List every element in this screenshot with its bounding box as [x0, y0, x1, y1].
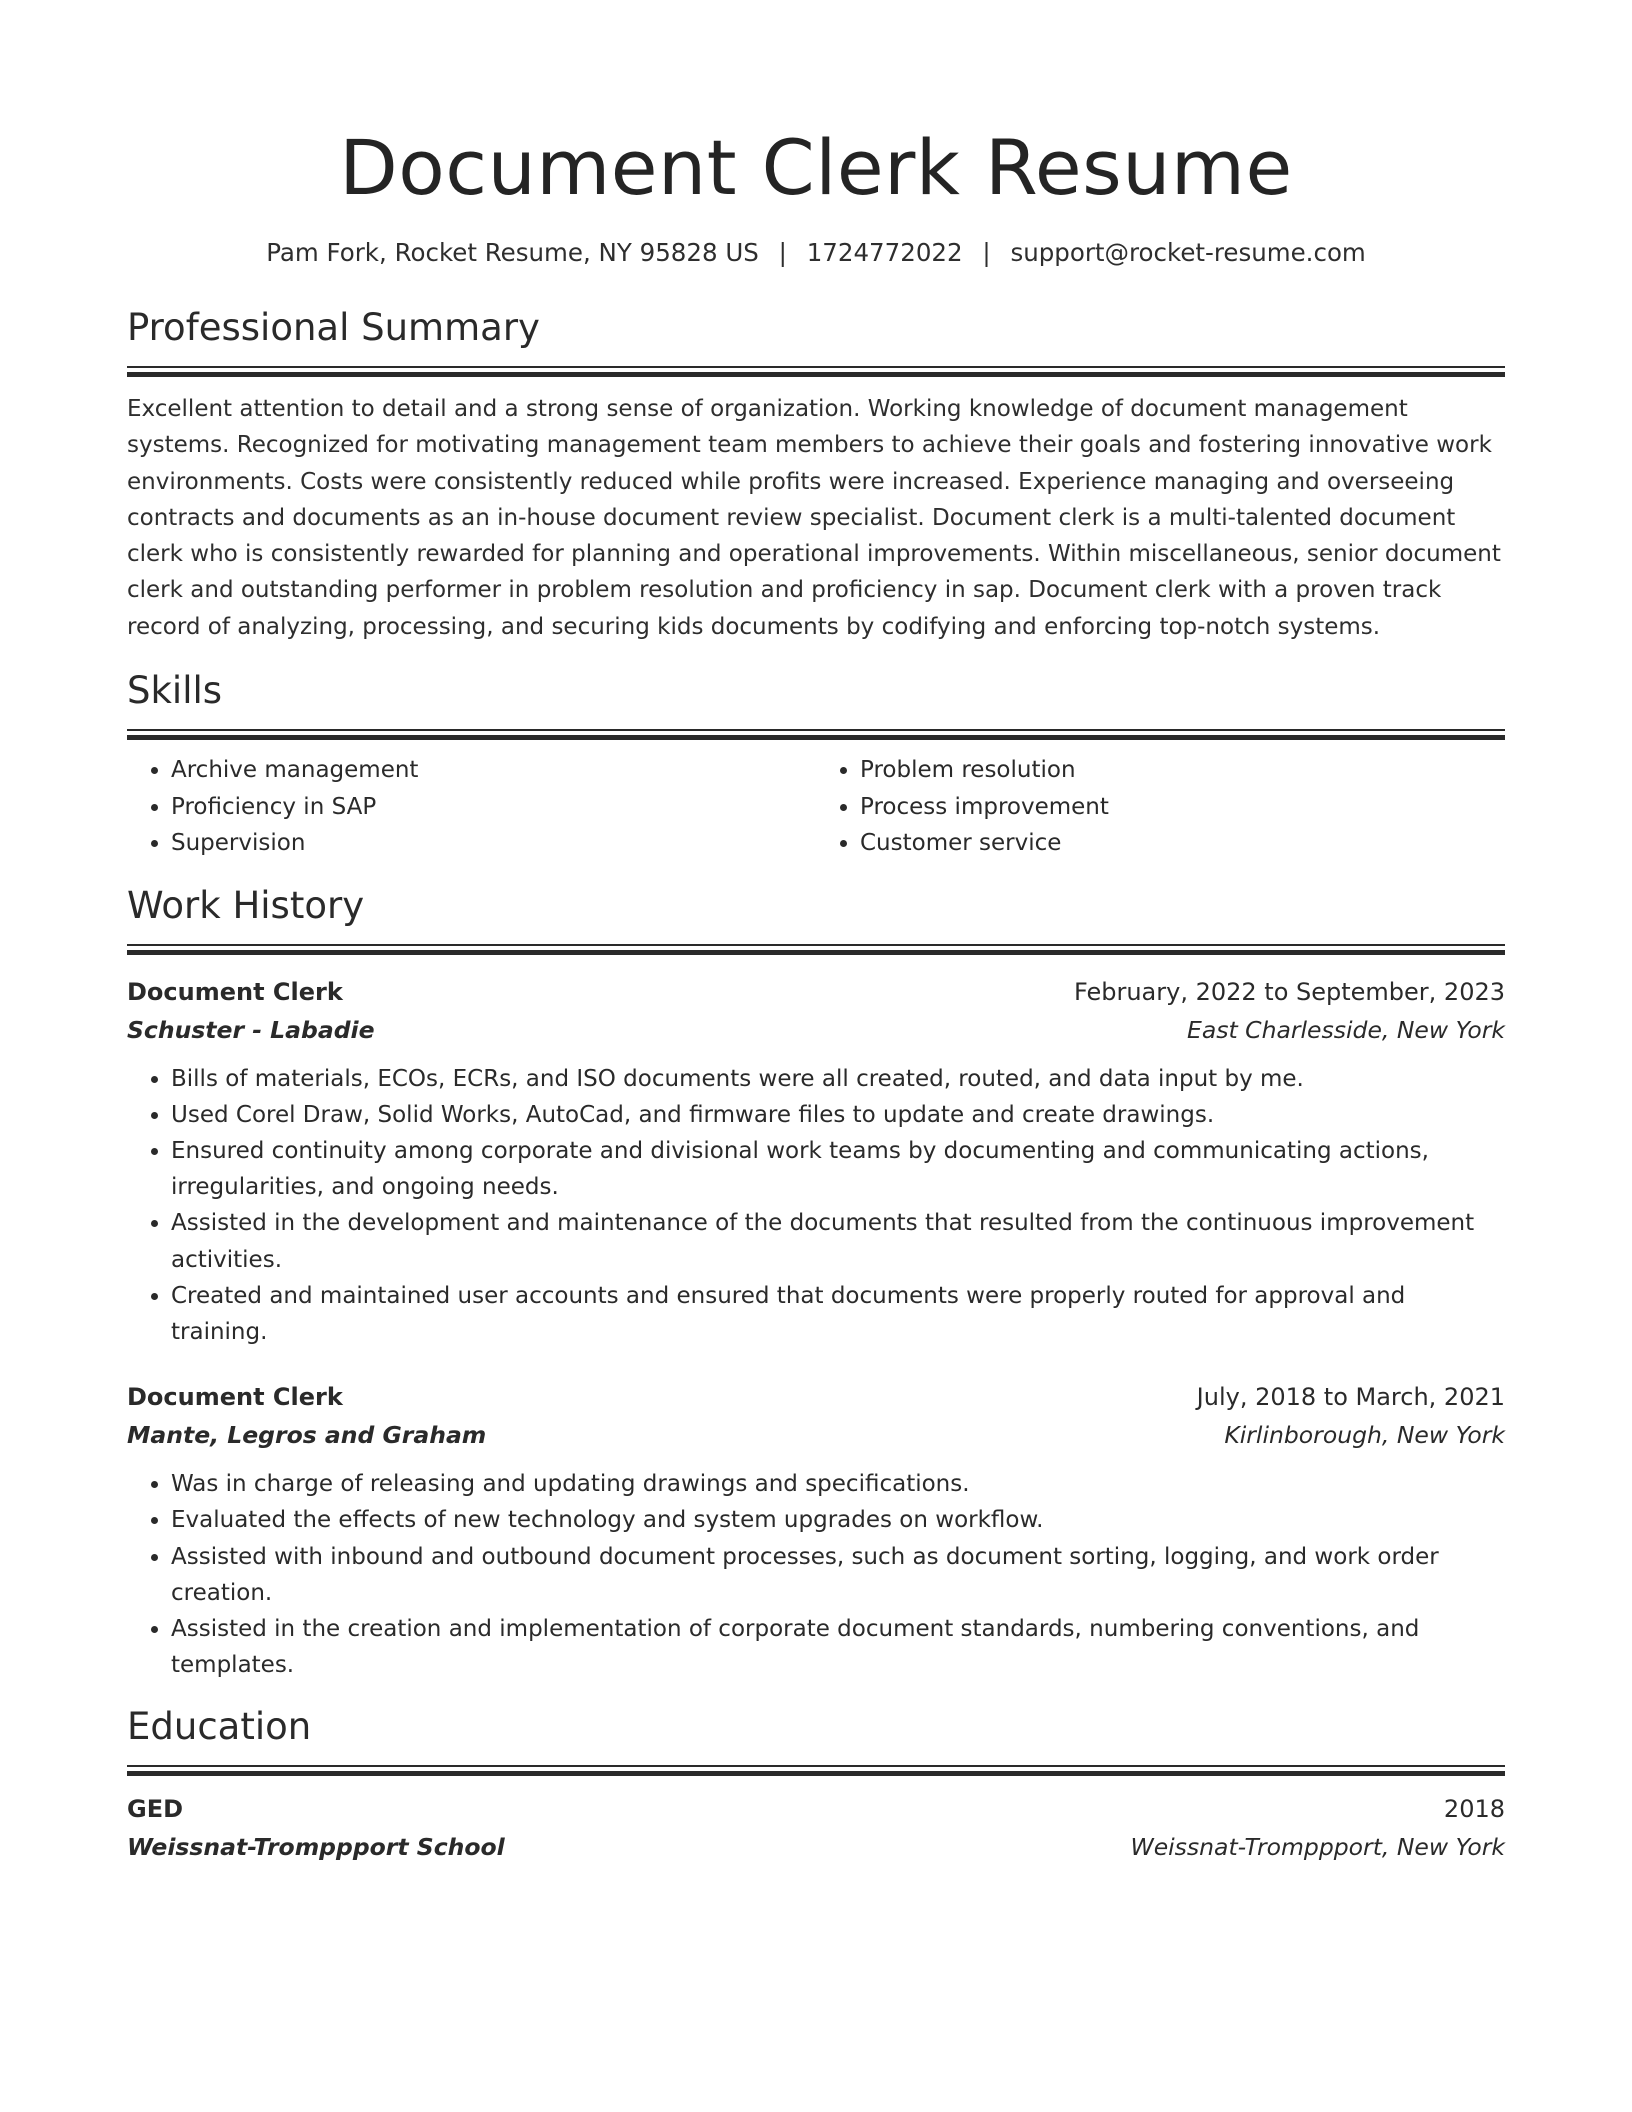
job-bullets — [127, 1466, 1505, 1683]
resume-title: Document Clerk Resume — [339, 123, 1293, 212]
work-section-header — [127, 882, 1505, 955]
job-location: Kirlinborough, New York — [1224, 1421, 1505, 1450]
contact-separator: | — [778, 238, 787, 267]
job-bullets — [127, 1061, 1505, 1351]
education-heading: Education — [127, 1705, 312, 1749]
contact-email: support@rocket-resume.com — [1010, 238, 1366, 267]
summary-heading: Professional Summary — [127, 306, 540, 349]
job-company: Mante, Legros and Graham — [127, 1421, 487, 1450]
job-bullet: • Created and maintained user accounts and ensured that documents were properly routed for approval and training. — [171, 1278, 1505, 1350]
summary-text: Excellent attention to detail and a strong sense of organization. Working knowledge of document management systems. Recognized for motivating management team members to achieve their goals and fostering innovative work environments. Costs were consistently reduced while profits were increased. Experience managing and overseeing contracts and documents as an in-house document review specialist. Document clerk is a multi-talented document clerk who is consistently rewarded for planning and operational improvements. Within miscellaneous, senior document clerk and outstanding performer in problem resolution and proficiency in sap. Document clerk with a proven track record of analyzing, processing, and securing kids documents by codifying and enforcing top-notch systems. — [127, 396, 1501, 640]
skills-column-left — [127, 752, 816, 862]
job-bullet: • Assisted with inbound and outbound document processes, such as document sorting, logging, and work order creation. — [171, 1539, 1505, 1611]
education-year: 2018 — [1443, 1795, 1505, 1824]
contact-line — [127, 236, 1505, 270]
skills-heading: Skills — [127, 669, 223, 713]
job-bullet: • Assisted in the creation and implementation of corporate document standards, numbering conventions, and templates. — [171, 1611, 1505, 1683]
skill-item: • Customer service — [860, 825, 1505, 862]
job-title: Document Clerk — [127, 1383, 343, 1412]
contact-phone: 1724772022 — [806, 238, 963, 267]
skill-item: • Process improvement — [860, 789, 1505, 826]
section-divider — [127, 944, 1505, 955]
work-heading: Work History — [127, 883, 365, 927]
job-entry — [127, 973, 1505, 1351]
skill-item: • Proficiency in SAP — [171, 789, 816, 826]
job-bullet: • Used Corel Draw, Solid Works, AutoCad, and firmware files to update and create drawings. — [171, 1097, 1505, 1133]
job-title: Document Clerk — [127, 977, 343, 1006]
skill-item: • Problem resolution — [860, 752, 1505, 789]
section-divider — [127, 729, 1505, 740]
job-company: Schuster - Labadie — [127, 1015, 375, 1044]
job-location: East Charlesside, New York — [1186, 1015, 1505, 1044]
contact-address: Pam Fork, Rocket Resume, NY 95828 US — [266, 238, 759, 267]
job-bullet: • Was in charge of releasing and updating drawings and specifications. — [171, 1466, 1505, 1502]
job-bullet: • Ensured continuity among corporate and divisional work teams by documenting and communicating actions, irregularities, and ongoing needs. — [171, 1133, 1505, 1205]
skills-section-header — [127, 667, 1505, 740]
skill-item: • Archive management — [171, 752, 816, 789]
education-location: Weissnat-Tromppport, New York — [1130, 1833, 1505, 1862]
skills-list — [127, 752, 1505, 862]
contact-separator: | — [982, 238, 991, 267]
skills-column-right — [816, 752, 1505, 862]
education-entry — [127, 1790, 1505, 1866]
job-dates: July, 2018 to March, 2021 — [1196, 1383, 1505, 1412]
job-bullet: • Bills of materials, ECOs, ECRs, and ISO documents were all created, routed, and data input by me. — [171, 1061, 1505, 1097]
education-section-header — [127, 1703, 1505, 1776]
job-dates: February, 2022 to September, 2023 — [1073, 977, 1505, 1006]
job-bullet: • Evaluated the effects of new technology and system upgrades on workflow. — [171, 1502, 1505, 1538]
skill-item: • Supervision — [171, 825, 816, 862]
summary-section-header — [127, 304, 1505, 377]
section-divider — [127, 366, 1505, 377]
section-divider — [127, 1765, 1505, 1776]
job-entry — [127, 1378, 1505, 1683]
job-bullet: • Assisted in the development and maintenance of the documents that resulted from the continuous improvement activities. — [171, 1205, 1505, 1277]
education-degree: GED — [127, 1795, 184, 1824]
education-school: Weissnat-Tromppport School — [127, 1833, 505, 1862]
